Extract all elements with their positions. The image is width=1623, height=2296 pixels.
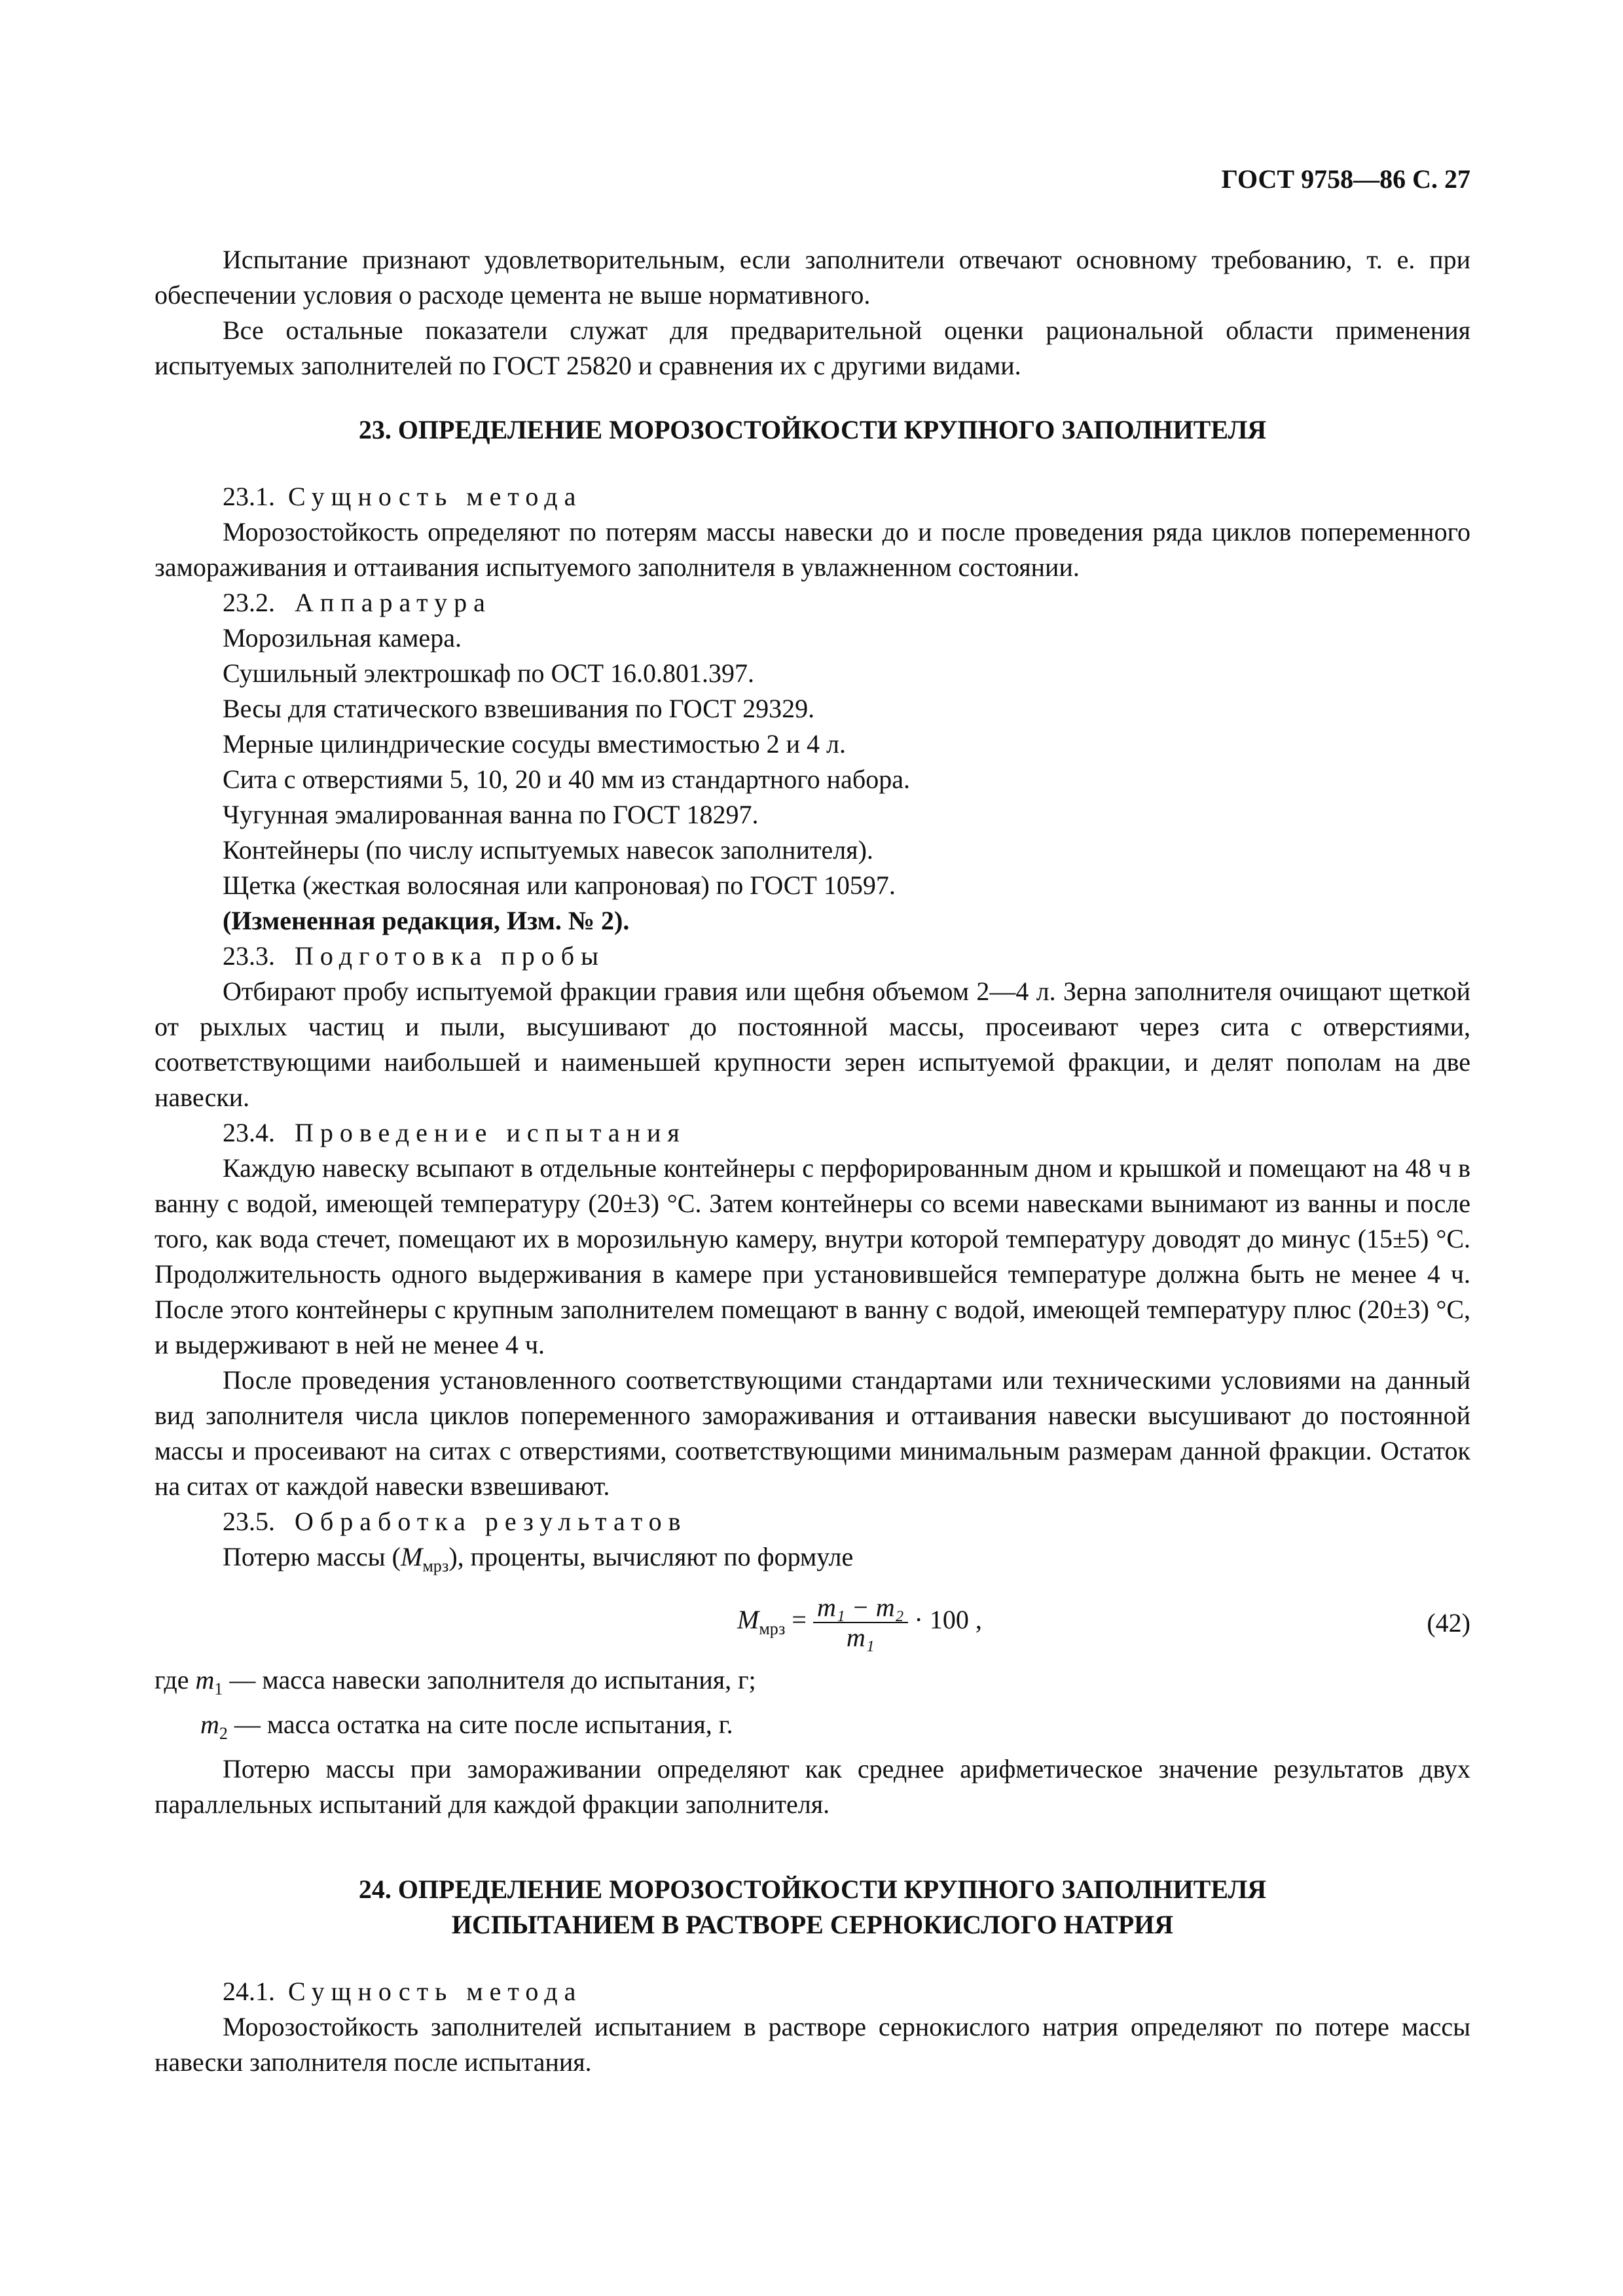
equipment-item: Весы для статического взвешивания по ГОСТ 29329. — [223, 694, 815, 723]
page-header: ГОСТ 9758—86 С. 27 — [1221, 164, 1470, 194]
section-title: 24. ОПРЕДЕЛЕНИЕ МОРОЗОСТОЙКОСТИ КРУПНОГО ЗАПОЛНИТЕЛЯ — [358, 1874, 1267, 1904]
equipment-item: Щетка (жесткая волосяная или капроновая) по ГОСТ 10597. — [223, 870, 896, 900]
amendment-note: (Измененная редакция, Изм. № 2). — [223, 906, 630, 935]
section-24 — [155, 1872, 1470, 2080]
subsection-heading: 23.5. Обработка результатов — [223, 1507, 687, 1536]
paragraph: После проведения установленного соответствующими стандартами или техническими условиями на данный вид заполнителя числа циклов попеременного замораживания и оттаивания навески высушивают до постоянной массы и просеивают на ситах с отверстиями, соответствующими минимальным размерам данной фракции. Остаток на ситах от каждой навески взвешивают. — [155, 1365, 1470, 1501]
formula-fraction: $\frac{\text{m₁ − m₂}}{\text{m₁}}$ — [813, 1593, 908, 1652]
equipment-item: Мерные цилиндрические сосуды вместимостью 2 и 4 л. — [223, 729, 847, 759]
subsection-heading: 24.1. Сущность метода — [223, 1977, 583, 2006]
section-title: ИСПЫТАНИЕМ В РАСТВОРЕ СЕРНОКИСЛОГО НАТРИЯ — [451, 1910, 1174, 1939]
paragraph: Все остальные показатели служат для предварительной оценки рациональной области применения испытуемых заполнителей по ГОСТ 25820 и сравнения их с другими видами. — [155, 315, 1470, 380]
where-line: где $m_1$ — масса навески заполнителя до испытания, г; — [155, 1665, 756, 1698]
equipment-item: Контейнеры (по числу испытуемых навесок заполнителя). — [223, 835, 873, 865]
equipment-item: Морозильная камера. — [223, 623, 462, 653]
equipment-item: Чугунная эмалированная ванна по ГОСТ 18297. — [223, 800, 759, 829]
paragraph: Морозостойкость определяют по потерям массы навески до и после проведения ряда циклов попеременного замораживания и оттаивания испытуемого заполнителя в увлажненном состоянии. — [155, 517, 1470, 582]
where-line: $m_2$ — масса остатка на сите после испытания, г. — [200, 1710, 733, 1743]
subsection-heading: 23.4. Проведение испытания — [223, 1118, 686, 1147]
section-23 — [155, 412, 1470, 1822]
intro-block — [155, 242, 1470, 384]
paragraph: Испытание признают удовлетворительным, если заполнители отвечают основному требованию, т. е. при обеспечении условия о расходе цемента не выше нормативного. — [155, 245, 1470, 310]
paragraph: Отбирают пробу испытуемой фракции гравия или щебня объемом 2—4 л. Зерна заполнителя очищают щеткой от рыхлых частиц и пыли, высушивают до постоянной массы, просеивают через сита с отверстиями, соответствующими наибольшей и наименьшей крупности зерен испытуемой фракции, и делят пополам на две навески. — [155, 977, 1470, 1112]
equipment-item: Сушильный электрошкаф по ОСТ 16.0.801.397. — [223, 658, 755, 688]
paragraph: Каждую навеску всыпают в отдельные контейнеры с перфорированным дном и крышкой и помещают на 48 ч в ванну с водой, имеющей температуру (20±3) °С. Затем контейнеры со всеми навесками вынимают из ванны и после того, как вода стечет, помещают их в морозильную камеру, внутри которой температуру доводят до минус (15±5) °С. Продолжительность одного выдерживания в камере при установившейся температуре должна быть не менее 4 ч. После этого контейнеры с крупным заполнителем помещают в ванну с водой, имеющей температуру плюс (20±3) °С, и выдерживают в ней не менее 4 ч. — [155, 1153, 1470, 1359]
formula-42 — [155, 1584, 1470, 1662]
formula-body: $M_{мрз}$ = $\frac{\text{m₁ − m₂}}{\text{m₁}}$ · 100 , — [737, 1592, 982, 1652]
paragraph: Потерю массы при замораживании определяют как среднее арифметическое значение результатов двух параллельных испытаний для каждой фракции заполнителя. — [155, 1754, 1470, 1819]
subsection-heading: 23.2. Аппаратура — [223, 588, 492, 617]
subsection-heading: 23.1. Сущность метода — [223, 482, 583, 511]
formula-number: (42) — [1427, 1608, 1470, 1638]
paragraph: Морозостойкость заполнителей испытанием в растворе сернокислого натрия определяют по потере массы навески заполнителя после испытания. — [155, 2012, 1470, 2077]
subsection-heading: 23.3. Подготовка пробы — [223, 941, 606, 971]
equipment-item: Сита с отверстиями 5, 10, 20 и 40 мм из стандартного набора. — [223, 764, 910, 794]
section-title: 23. ОПРЕДЕЛЕНИЕ МОРОЗОСТОЙКОСТИ КРУПНОГО ЗАПОЛНИТЕЛЯ — [358, 415, 1267, 444]
formula-intro: Потерю массы $(M_{мрз})$, проценты, вычисляют по формуле — [223, 1542, 854, 1575]
